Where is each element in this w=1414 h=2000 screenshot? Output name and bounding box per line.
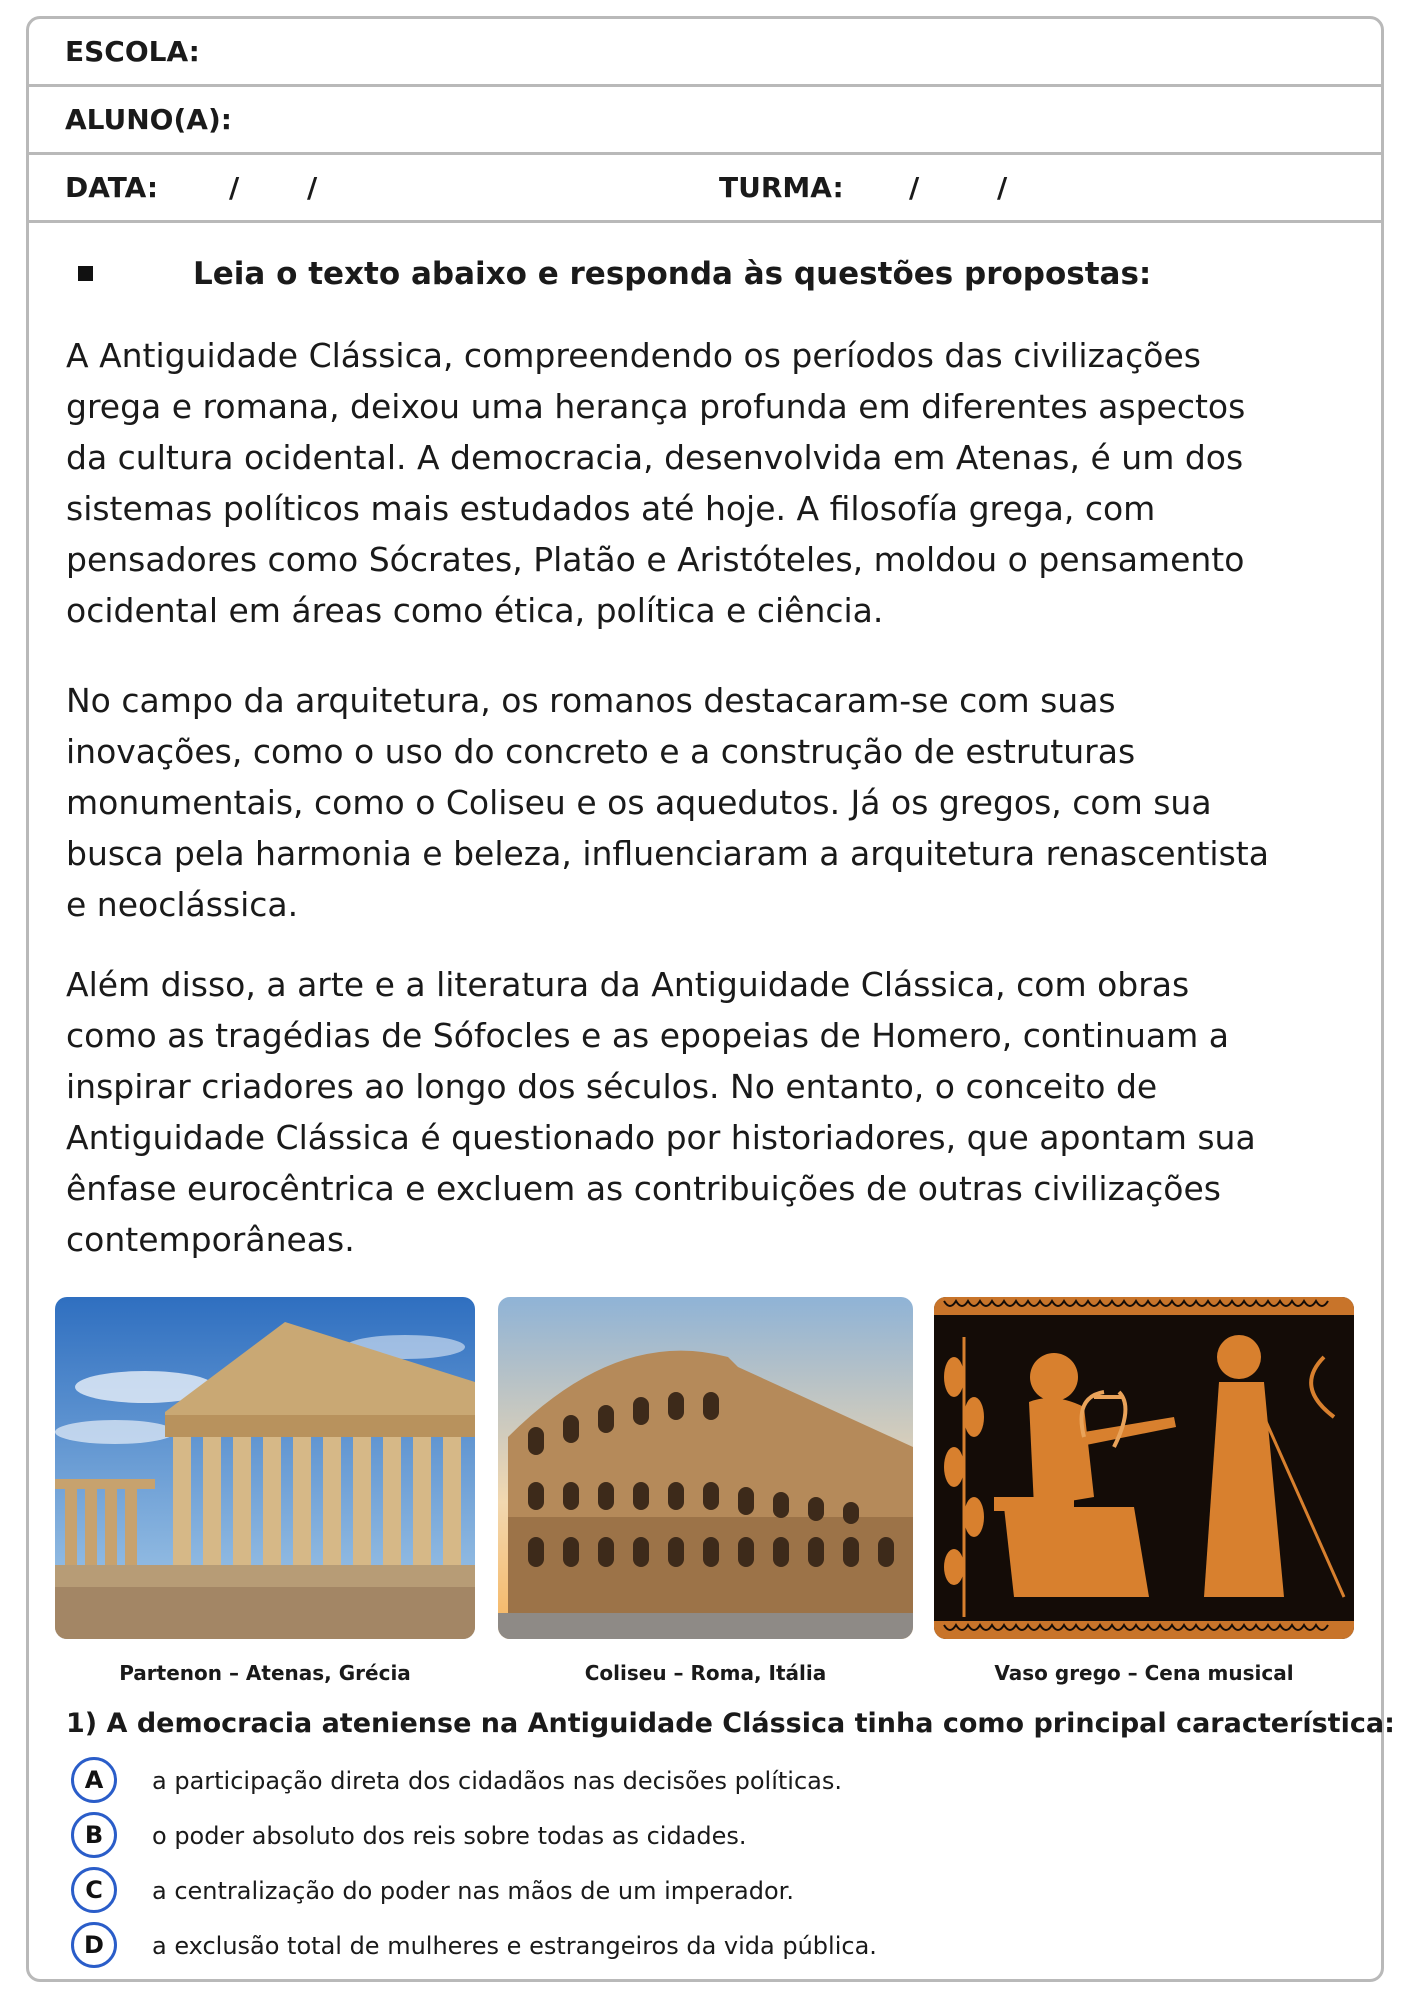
date-label: DATA: <box>65 171 159 204</box>
option-letter-badge: D <box>71 1922 117 1968</box>
option-letter-badge: C <box>71 1867 117 1913</box>
paragraph <box>66 330 1266 636</box>
greek-vase-image <box>934 1297 1354 1639</box>
instruction: Leia o texto abaixo e responda às questões propostas: <box>193 256 1152 292</box>
paragraph-line: pensadores como Sócrates, Platão e Aristóteles, moldou o pensamento <box>66 540 1245 579</box>
paragraph-line: Além disso, a arte e a literatura da Antiguidade Clássica, com obras <box>66 965 1190 1004</box>
paragraph-line: grega e romana, deixou uma herança profunda em diferentes aspectos <box>66 387 1246 426</box>
caption-vase: Vaso grego – Cena musical <box>994 1661 1294 1685</box>
class-label: TURMA: <box>719 171 844 204</box>
date-slash: / <box>229 171 240 204</box>
school-row <box>29 19 1381 87</box>
paragraph-line: inspirar criadores ao longo dos séculos. No entanto, o conceito de <box>66 1067 1158 1106</box>
school-label: ESCOLA: <box>65 35 200 68</box>
paragraph-line: ocidental em áreas como ética, política e ciência. <box>66 591 884 630</box>
caption-colosseum: Coliseu – Roma, Itália <box>584 1661 827 1685</box>
option-c[interactable] <box>71 1867 1171 1915</box>
paragraph-line: busca pela harmonia e beleza, influenciaram a arquitetura renascentista <box>66 834 1269 873</box>
date-row <box>29 155 1381 223</box>
class-slash: / <box>909 171 920 204</box>
paragraph-line: monumentais, como o Coliseu e os aquedutos. Já os gregos, com sua <box>66 783 1212 822</box>
class-slash: / <box>997 171 1008 204</box>
paragraph <box>66 959 1266 1265</box>
paragraph-line: inovações, como o uso do concreto e a construção de estruturas <box>66 732 1136 771</box>
paragraph-line: como as tragédias de Sófocles e as epopeias de Homero, continuam a <box>66 1016 1229 1055</box>
student-row <box>29 87 1381 155</box>
option-letter-badge: A <box>71 1757 117 1803</box>
paragraph-line: ênfase eurocêntrica e excluem as contribuições de outras civilizações <box>66 1169 1221 1208</box>
date-slash: / <box>307 171 318 204</box>
paragraph-line: sistemas políticos mais estudados até hoje. A filosofía grega, com <box>66 489 1156 528</box>
paragraph-line: da cultura ocidental. A democracia, desenvolvida em Atenas, é um dos <box>66 438 1244 477</box>
question-title: 1) A democracia ateniense na Antiguidade Clássica tinha como principal característica: <box>66 1708 1395 1739</box>
option-a[interactable] <box>71 1757 1171 1805</box>
paragraph-line: A Antiguidade Clássica, compreendendo os períodos das civilizações <box>66 336 1201 375</box>
bullet-square-icon <box>78 266 93 281</box>
option-text: a participação direta dos cidadãos nas decisões políticas. <box>152 1767 842 1795</box>
parthenon-image <box>55 1297 475 1639</box>
paragraph-line: e neoclássica. <box>66 885 299 924</box>
paragraph-line: No campo da arquitetura, os romanos destacaram-se com suas <box>66 681 1116 720</box>
colosseum-image <box>498 1297 913 1639</box>
student-label: ALUNO(A): <box>65 103 232 136</box>
option-letter-badge: B <box>71 1812 117 1858</box>
option-d[interactable] <box>71 1922 1171 1970</box>
paragraph-line: Antiguidade Clássica é questionado por historiadores, que apontam sua <box>66 1118 1256 1157</box>
option-text: o poder absoluto dos reis sobre todas as cidades. <box>152 1822 747 1850</box>
paragraph-line: contemporâneas. <box>66 1220 355 1259</box>
caption-parthenon: Partenon – Atenas, Grécia <box>119 1661 411 1685</box>
paragraph <box>66 675 1269 930</box>
option-text: a exclusão total de mulheres e estrangeiros da vida pública. <box>152 1932 877 1960</box>
option-b[interactable] <box>71 1812 1171 1860</box>
option-text: a centralização do poder nas mãos de um imperador. <box>152 1877 794 1905</box>
